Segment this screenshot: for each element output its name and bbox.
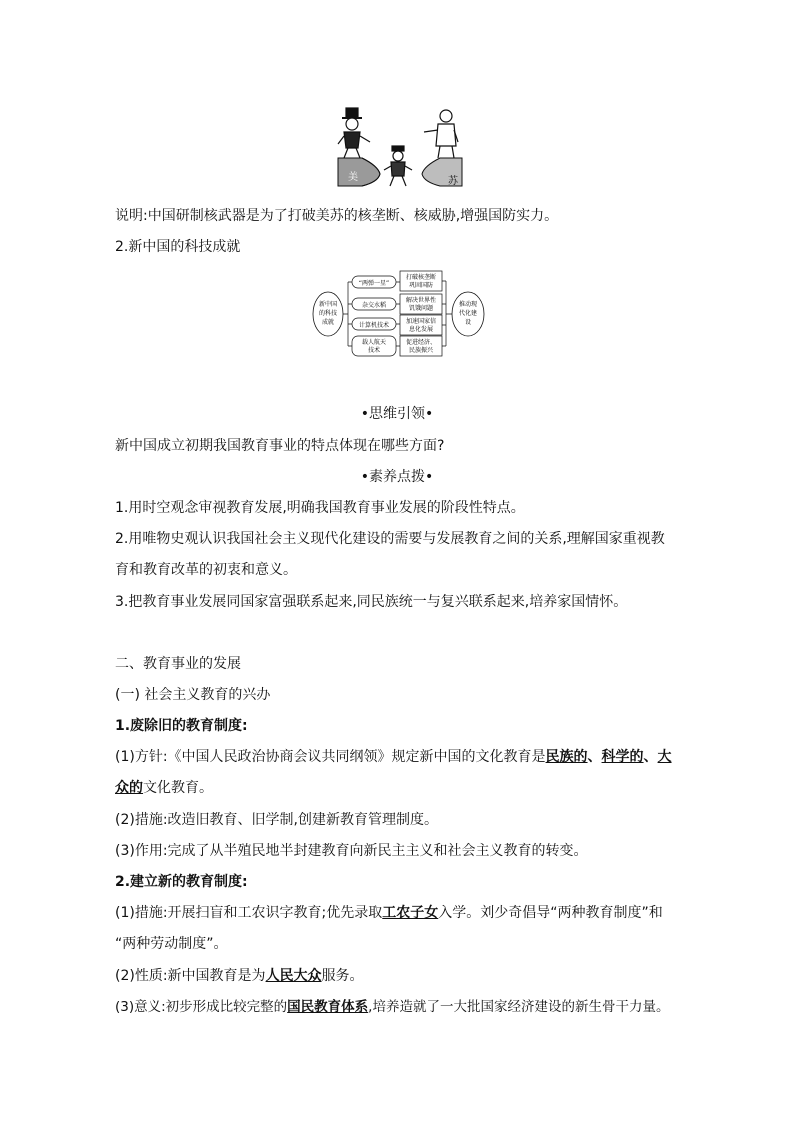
diagram-left-line-2: 的科技 bbox=[318, 310, 338, 317]
label-su: 苏 bbox=[448, 176, 458, 187]
point2-item3-pre: (3)意义:初步形成比较完整的 bbox=[115, 999, 288, 1015]
underlined-term-minzu: 民族的 bbox=[545, 749, 588, 765]
effect-1-line-1: 打破核垄断 bbox=[405, 274, 437, 281]
point2-item1-cont: “两种劳动制度”。 bbox=[115, 936, 228, 952]
point1-item1-cont bbox=[115, 778, 213, 798]
point2-title: 2.建立新的教育制度: bbox=[115, 874, 248, 890]
achievement-1: “两弹一星” bbox=[358, 280, 390, 287]
tech-achievements-diagram bbox=[312, 268, 492, 360]
underlined-term-renmin: 人民大众 bbox=[265, 968, 322, 984]
soviet-figure bbox=[424, 110, 458, 158]
achievement-3: 计算机技术 bbox=[358, 322, 390, 329]
china-figure bbox=[384, 146, 412, 186]
effect-4-line-2: 民族振兴 bbox=[408, 347, 434, 354]
section-tech-heading: 2.新中国的科技成就 bbox=[115, 239, 241, 255]
achievement-4-line-2: 技术 bbox=[367, 347, 381, 354]
us-figure bbox=[338, 108, 370, 158]
point1-item1 bbox=[115, 747, 672, 767]
achievement-2: 杂交水稻 bbox=[361, 302, 387, 309]
diagram-right-line-1: 推动现 bbox=[458, 301, 478, 308]
point2-item3-post: ,培养造就了一大批国家经济建设的新生骨干力量。 bbox=[368, 999, 670, 1015]
separator-1: 、 bbox=[587, 749, 602, 765]
literacy-point-1: 1.用时空观念审视教育发展,明确我国教育事业发展的阶段性特点。 bbox=[115, 500, 525, 516]
point2-item2 bbox=[115, 966, 364, 986]
underlined-term-dazhong-part1: 大 bbox=[657, 749, 672, 765]
underlined-term-kexue: 科学的 bbox=[601, 749, 644, 765]
label-us: 美 bbox=[348, 172, 358, 183]
us-bomb bbox=[338, 158, 380, 186]
literacy-point-3: 3.把教育事业发展同国家富强联系起来,同民族统一与复兴联系起来,培养家国情怀。 bbox=[115, 594, 628, 610]
underlined-term-dazhong-part2: 众的 bbox=[115, 780, 143, 796]
literacy-point-2: 2.用唯物史观认识我国社会主义现代化建设的需要与发展教育之间的关系,理解国家重视教 bbox=[115, 531, 665, 547]
separator-2: 、 bbox=[643, 749, 658, 765]
literacy-point-2-cont: 育和教育改革的初衷和意义。 bbox=[115, 562, 297, 578]
diagram-right-line-3: 设 bbox=[464, 319, 472, 326]
literacy-heading: •素养点拨• bbox=[360, 469, 434, 485]
think-heading: •思维引领• bbox=[360, 406, 434, 422]
point1-item1-post: 文化教育。 bbox=[143, 780, 213, 796]
point2-item2-pre: (2)性质:新中国教育是为 bbox=[115, 968, 266, 984]
effect-2-line-2: 饥饿问题 bbox=[408, 305, 434, 312]
point2-item1 bbox=[115, 903, 663, 923]
achievement-4-line-1: 载人航天 bbox=[361, 339, 387, 346]
point1-item2: (2)措施:改造旧教育、旧学制,创建新教育管理制度。 bbox=[115, 812, 438, 828]
underlined-term-guomin: 国民教育体系 bbox=[287, 999, 369, 1015]
cartoon-caption: 说明:中国研制核武器是为了打破美苏的核垄断、核威胁,增强国防实力。 bbox=[115, 208, 559, 224]
diagram-left-line-1: 新中国 bbox=[318, 301, 338, 308]
point1-item1-pre: (1)方针:《中国人民政治协商会议共同纲领》规定新中国的文化教育是 bbox=[115, 749, 546, 765]
effect-3-line-2: 息化发展 bbox=[408, 326, 434, 333]
section2-title: 二、教育事业的发展 bbox=[115, 656, 241, 672]
point2-item1-pre: (1)措施:开展扫盲和工农识字教育;优先录取 bbox=[115, 905, 383, 921]
effect-2-line-1: 解决世界性 bbox=[405, 297, 437, 304]
nuclear-cartoon-illustration bbox=[334, 106, 464, 188]
point2-item2-post: 服务。 bbox=[321, 968, 364, 984]
diagram-right-line-2: 代化建 bbox=[458, 310, 478, 317]
point2-item1-post: 入学。刘少奇倡导“两种教育制度”和 bbox=[438, 905, 663, 921]
effect-4-line-1: 促进经济、 bbox=[405, 339, 437, 346]
effect-1-line-2: 巩固国防 bbox=[408, 282, 434, 289]
point1-item3: (3)作用:完成了从半殖民地半封建教育向新民主主义和社会主义教育的转变。 bbox=[115, 843, 588, 859]
effect-3-line-1: 加速国家信 bbox=[405, 318, 437, 325]
subsection1-title: (一) 社会主义教育的兴办 bbox=[115, 687, 271, 703]
diagram-left-line-3: 成就 bbox=[321, 319, 335, 326]
point1-title: 1.废除旧的教育制度: bbox=[115, 718, 248, 734]
think-question: 新中国成立初期我国教育事业的特点体现在哪些方面? bbox=[115, 438, 445, 454]
underlined-term-gongnong: 工农子女 bbox=[382, 905, 439, 921]
point2-item3 bbox=[115, 997, 669, 1017]
